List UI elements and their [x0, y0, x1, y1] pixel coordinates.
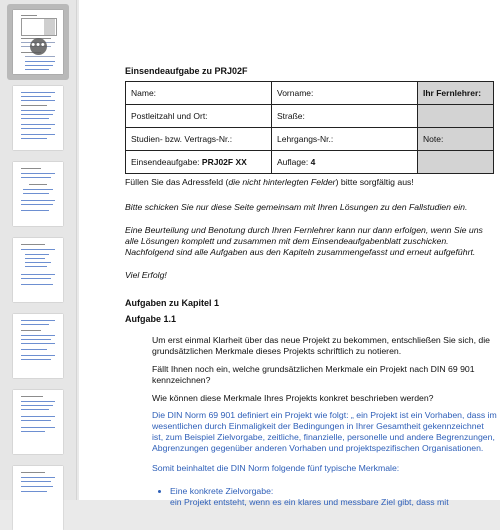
vorname-cell[interactable]: Vorname: [272, 82, 418, 105]
note-empty-cell [418, 151, 494, 174]
thumbnail-page-7[interactable] [7, 464, 69, 500]
thumbnail-page-7-preview [13, 466, 63, 530]
auflage-cell: Auflage: 4 [272, 151, 418, 174]
thumbnail-sidebar [0, 0, 77, 500]
thumbnail-page-3[interactable] [7, 160, 69, 232]
thumbnail-page-6[interactable] [7, 388, 69, 460]
chapter-heading: Aufgaben zu Kapitel 1 [125, 297, 220, 308]
task-paragraph-3: Wie können diese Merkmale Ihres Projekts konkret beschrieben werden? [152, 392, 434, 403]
thumbnail-page-2-preview [13, 86, 63, 150]
answer-bullet-list [125, 486, 497, 508]
plz-ort-cell[interactable]: Postleitzahl und Ort: [126, 105, 272, 128]
document-page [79, 0, 500, 507]
thumbnail-page-4-preview [13, 238, 63, 302]
thumbnail-page-5-preview [13, 314, 63, 378]
send-instruction: Bitte schicken Sie nur diese Seite gemeinsam mit Ihren Lösungen zu den Fallstudien ein. [125, 202, 468, 213]
studien-nr-cell[interactable]: Studien- bzw. Vertrags-Nr.: [126, 128, 272, 151]
thumbnail-page-4[interactable] [7, 236, 69, 308]
answer-paragraph-2: Somit beinhaltet die DIN Norm folgende fünf typische Merkmale: [152, 462, 400, 473]
good-luck-text: Viel Erfolg! [125, 269, 167, 280]
lehrgangs-nr-cell[interactable]: Lehrgangs-Nr.: [272, 128, 418, 151]
name-cell[interactable]: Name: [126, 82, 272, 105]
document-viewer[interactable] [77, 0, 500, 507]
note-cell: Note: [418, 128, 494, 151]
thumbnail-page-5[interactable] [7, 312, 69, 384]
thumbnail-page-3-preview [13, 162, 63, 226]
document-content [125, 66, 497, 508]
answer-paragraph-1: Die DIN Norm 69 901 definiert ein Projekt wie folgt: „ ein Projekt ist ein Vorhaben, dass im wesentlichen durch Einmaligkeit der Bedingungen in Ihrer Gesamtheit gekennzeichnet ist, zum Beispiel Zielvorgabe, zeitliche, finanzielle, personelle und andere Begrenzungen, Abgrenzungen gegenüber anderen Vorhaben und projektspezifischen Organisationen. [152, 410, 497, 453]
assessment-instruction: Eine Beurteilung und Benotung durch Ihren Fernlehrer kann nur dann erfolgen, wenn Sie uns alle Lösungen komplett und zusammen mit dem Einsendeaufgabenblatt zuschicken. Nachfolgend sind alle Aufgaben aus den Kapiteln zusammengefasst und erneut aufgeführt. [125, 225, 483, 257]
fernlehrer-empty-cell [418, 105, 494, 128]
task-heading: Aufgabe 1.1 [125, 313, 177, 324]
list-item: • Eine konkrete Zielvorgabe: ein Projekt entsteht, wenn es ein klares und messbare Ziel gibt, dass mit [170, 486, 497, 508]
strasse-cell[interactable]: Straße: [272, 105, 418, 128]
einsendeaufgabe-cell: Einsendeaufgabe: PRJ02F XX [126, 151, 272, 174]
fill-instruction: Füllen Sie das Adressfeld (die nicht hinterlegten Felder) bitte sorgfältig aus! [125, 177, 414, 188]
more-options-icon[interactable]: ••• [30, 38, 47, 55]
thumbnail-page-2[interactable] [7, 84, 69, 156]
task-paragraph-1: Um erst einmal Klarheit über das neue Projekt zu bekommen, entschließen Sie sich, die grundsätzlichen Merkmale dieses Projekts schriftlich zu notieren. [152, 335, 491, 356]
document-title: Einsendeaufgabe zu PRJ02F [125, 66, 248, 76]
fernlehrer-cell: Ihr Fernlehrer: [418, 82, 494, 105]
address-table [125, 81, 494, 174]
thumbnail-page-1[interactable] [7, 4, 69, 80]
task-paragraph-2: Fällt Ihnen noch ein, welche grundsätzlichen Merkmale ein Projekt nach DIN 69 901 kennzeichnen? [152, 363, 475, 385]
thumbnail-page-6-preview [13, 390, 63, 454]
